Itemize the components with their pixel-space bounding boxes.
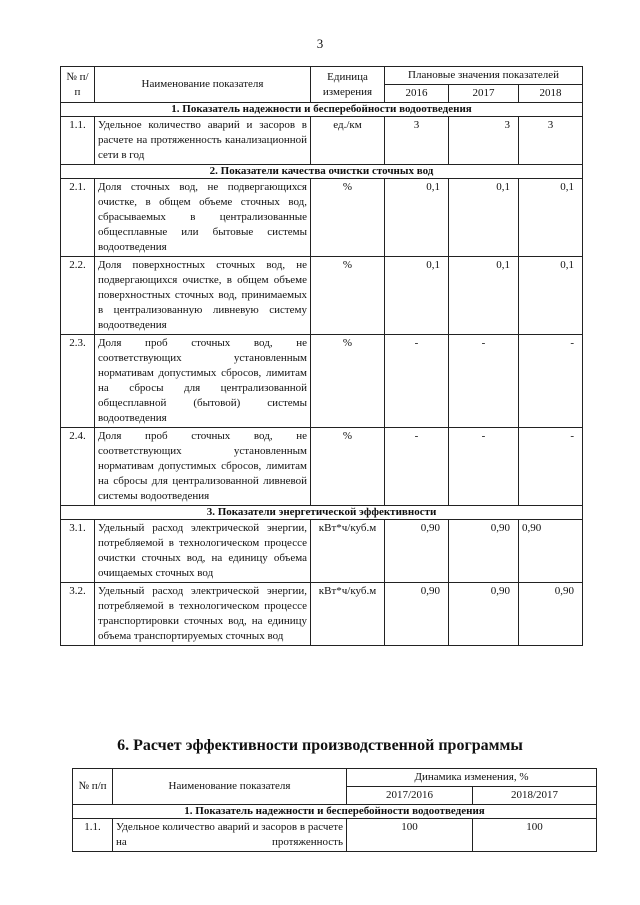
table-row [61, 179, 583, 257]
table2-header-row [73, 769, 597, 787]
row-name: Доля проб сточных вод, не соответствующих установленным нормативам допустимых сбросов, лимитам на сбросы для централизованной общесплавной (бытовой) системы водоотведения [95, 335, 311, 428]
table-row [61, 428, 583, 506]
header-year-2018: 2018 [519, 85, 583, 103]
row-num: 3.2. [61, 583, 95, 646]
row-name: Удельное количество аварий и засоров в расчете на протяженность канализационной сети в год [95, 117, 311, 165]
row-num: 1.1. [61, 117, 95, 165]
table-row [61, 257, 583, 335]
row-value-2017: 0,1 [449, 257, 519, 335]
table-row [61, 583, 583, 646]
row-value-1: 100 [347, 819, 473, 852]
row-value-2016: 0,1 [385, 179, 449, 257]
section-title-row [61, 506, 583, 520]
row-value-2018: - [519, 335, 583, 428]
row-num: 2.1. [61, 179, 95, 257]
target-indicators-table [60, 66, 583, 646]
row-name: Удельный расход электрической энергии, потребляемой в технологическом процессе транспортировки сточных вод, на единицу объема транспортируемых сточных вод [95, 583, 311, 646]
row-value-2018: - [519, 428, 583, 506]
section-title: 2. Показатели качества очистки сточных вод [61, 165, 583, 179]
row-num: 2.4. [61, 428, 95, 506]
row-value-2016: - [385, 428, 449, 506]
row-unit: % [311, 179, 385, 257]
header-dynamics: Динамика изменения, % [347, 769, 597, 787]
table1-header-row [61, 67, 583, 85]
header-unit: Единица измерения [311, 67, 385, 103]
header-year-2016: 2016 [385, 85, 449, 103]
row-value-2017: - [449, 335, 519, 428]
header-year-2017: 2017 [449, 85, 519, 103]
row-value-2018: 0,90 [519, 583, 583, 646]
header-period-2: 2018/2017 [473, 787, 597, 805]
section-heading: 6. Расчет эффективности производственной программы [117, 737, 523, 754]
header-period-1: 2017/2016 [347, 787, 473, 805]
row-name: Доля поверхностных сточных вод, не подвергающихся очистке, в общем объеме поверхностных сточных вод, принимаемых в централизованную ливневую систему водоотведения [95, 257, 311, 335]
section-title-row [73, 805, 597, 819]
header-num: № п/п [61, 67, 95, 103]
row-value-2018: 3 [519, 117, 583, 165]
table-row [73, 819, 597, 852]
section-title: 1. Показатель надежности и бесперебойности водоотведения [73, 805, 597, 819]
row-num: 2.2. [61, 257, 95, 335]
efficiency-table [72, 768, 597, 852]
section-title: 3. Показатели энергетической эффективности [61, 506, 583, 520]
row-name: Доля сточных вод, не подвергающихся очистке, в общем объеме сточных вод, сбрасываемых в централизованные общесплавные или бытовые системы водоотведения [95, 179, 311, 257]
row-unit: ед./км [311, 117, 385, 165]
row-value-2017: 0,90 [449, 583, 519, 646]
header-name: Наименование показателя [95, 67, 311, 103]
row-name: Удельное количество аварий и засоров в расчете на протяженность [113, 819, 347, 852]
row-value-2018: 0,1 [519, 257, 583, 335]
row-unit: кВт*ч/куб.м [311, 583, 385, 646]
section-title-row [61, 165, 583, 179]
row-value-2018: 0,1 [519, 179, 583, 257]
row-unit: % [311, 428, 385, 506]
row-num: 2.3. [61, 335, 95, 428]
row-value-2: 100 [473, 819, 597, 852]
section-title: 1. Показатель надежности и бесперебойности водоотведения [61, 103, 583, 117]
row-value-2017: 0,90 [449, 520, 519, 583]
header-name: Наименование показателя [113, 769, 347, 805]
row-value-2016: 3 [385, 117, 449, 165]
row-value-2017: 3 [449, 117, 519, 165]
page-number: 3 [316, 36, 324, 51]
row-value-2016: 0,90 [385, 583, 449, 646]
row-num: 3.1. [61, 520, 95, 583]
table-row [61, 335, 583, 428]
table-row [61, 117, 583, 165]
row-value-2016: - [385, 335, 449, 428]
table-row [61, 520, 583, 583]
section-title-row [61, 103, 583, 117]
row-name: Доля проб сточных вод, не соответствующих установленным нормативам допустимых сбросов, лимитам на сбросы для централизованной ливневой системы водоотведения [95, 428, 311, 506]
row-unit: кВт*ч/куб.м [311, 520, 385, 583]
header-num: № п/п [73, 769, 113, 805]
row-unit: % [311, 335, 385, 428]
row-value-2016: 0,1 [385, 257, 449, 335]
row-name: Удельный расход электрической энергии, потребляемой в технологическом процессе очистки сточных вод, на единицу объема очищаемых сточных вод [95, 520, 311, 583]
row-value-2018: 0,90 [519, 520, 583, 583]
row-value-2016: 0,90 [385, 520, 449, 583]
row-unit: % [311, 257, 385, 335]
header-plan: Плановые значения показателей [385, 67, 583, 85]
row-value-2017: - [449, 428, 519, 506]
row-num: 1.1. [73, 819, 113, 852]
row-value-2017: 0,1 [449, 179, 519, 257]
